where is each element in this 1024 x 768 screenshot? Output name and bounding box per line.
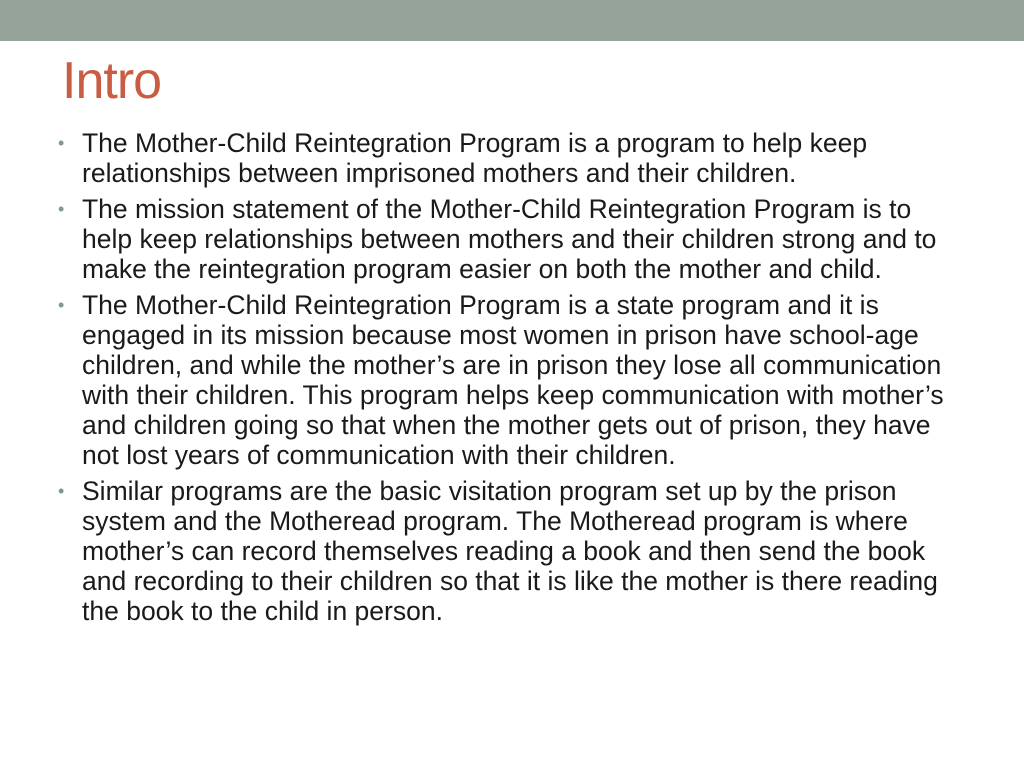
- bullet-text: The mission statement of the Mother-Child Reintegration Program is to help keep relationships between mothers and their children strong and to make the reintegration program easier on both the mother and child.: [82, 194, 937, 284]
- bullet-dot-icon: •: [58, 295, 65, 315]
- bullet-item-state-program: [56, 290, 960, 470]
- bullet-dot-icon: •: [58, 199, 65, 219]
- bullet-item-program-purpose: [56, 128, 960, 188]
- bullet-item-mission-statement: [56, 194, 960, 284]
- bullet-item-similar-programs: [56, 476, 960, 626]
- bullet-text: The Mother-Child Reintegration Program is a program to help keep relationships between imprisoned mothers and their children.: [82, 128, 868, 188]
- bullet-list: [56, 128, 960, 632]
- bullet-dot-icon: •: [58, 133, 65, 153]
- bullet-dot-icon: •: [58, 481, 65, 501]
- slide-title: Intro: [62, 52, 162, 110]
- bullet-text: Similar programs are the basic visitation program set up by the prison system and the Motheread program. The Motheread program is where mother’s can record themselves reading a book and then send the book and recording to their children so that it is like the mother is there reading the book to the child in person.: [82, 476, 938, 626]
- bullet-text: The Mother-Child Reintegration Program is a state program and it is engaged in its mission because most women in prison have school-age children, and while the mother’s are in prison they lose all communication with their children. This program helps keep communication with mother’s and children going so that when the mother gets out of prison, they have not lost years of communication with their children.: [82, 290, 944, 470]
- top-accent-band: [0, 0, 1024, 41]
